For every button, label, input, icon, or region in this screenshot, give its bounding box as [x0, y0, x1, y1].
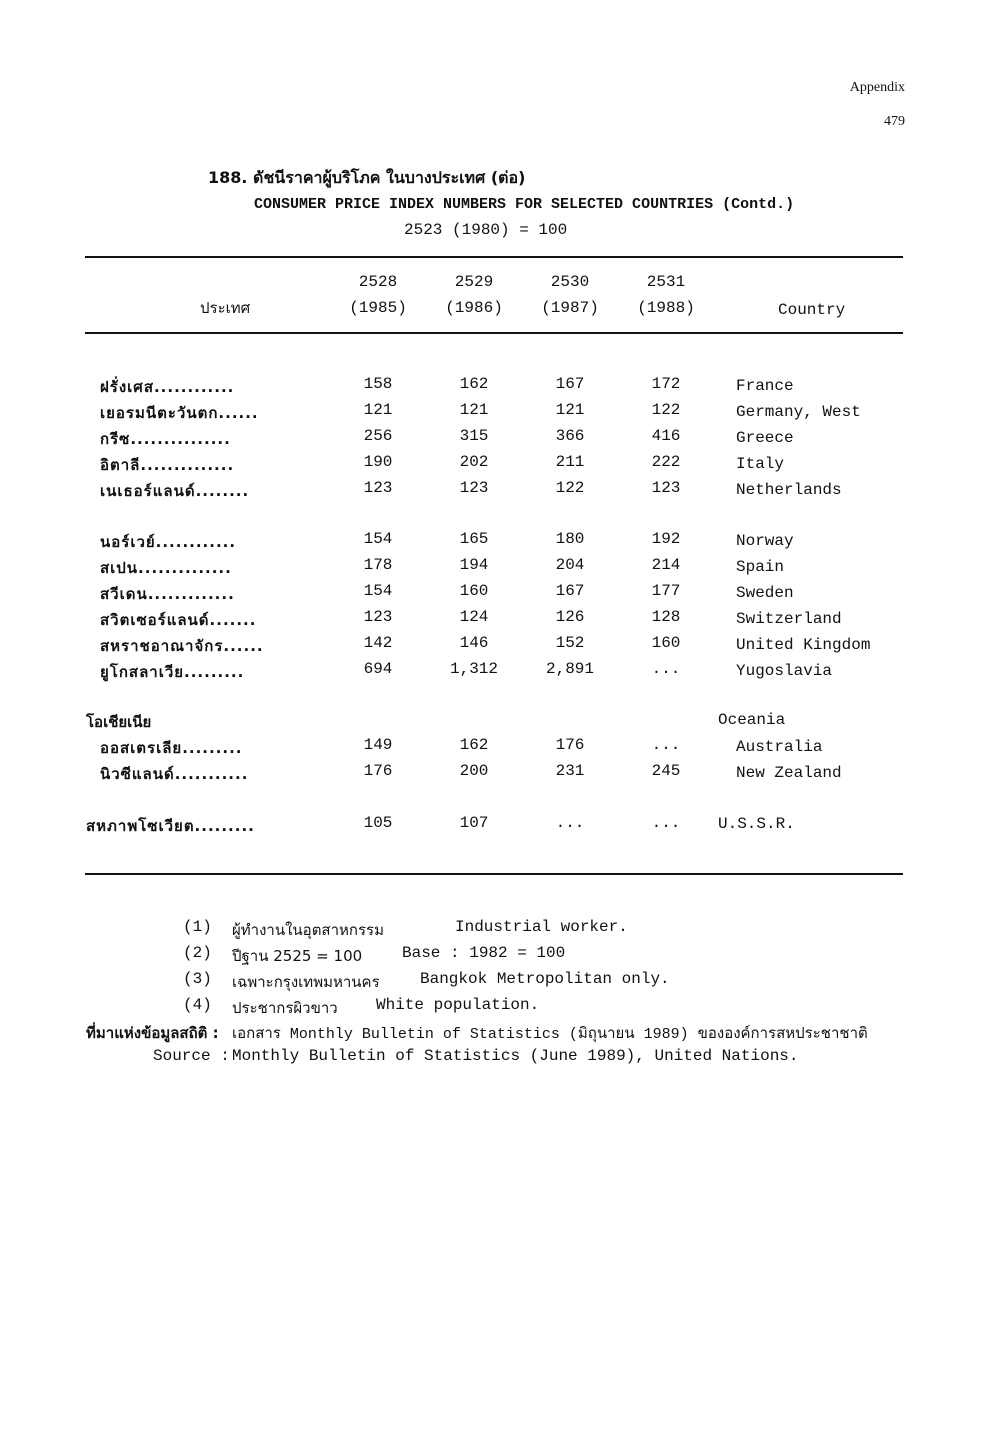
note-marker: (4) — [183, 996, 212, 1014]
row-value-cell: 180 — [555, 530, 585, 548]
row-value-cell: 167 — [555, 375, 585, 393]
row-country-en: Spain — [736, 558, 785, 576]
source-en-text: Monthly Bulletin of Statistics (June 1989), United Nations. — [232, 1047, 799, 1065]
note-text-en: White population. — [376, 996, 540, 1014]
note-text-th: ประชากรผิวขาว — [232, 999, 338, 1017]
header-year-ad: (1986) — [445, 299, 503, 317]
row-value-cell: 178 — [363, 556, 393, 574]
row-country-th: นิวซีแลนด์........... — [100, 765, 249, 783]
row-country-en: Norway — [736, 532, 794, 550]
row-value-cell: 222 — [651, 453, 681, 471]
header-year-ad: (1985) — [349, 299, 407, 317]
header-country-th: ประเทศ — [200, 299, 251, 317]
row-value-cell: 315 — [459, 427, 489, 445]
table-base-year: 2523 (1980) = 100 — [404, 221, 568, 239]
row-value-cell: 172 — [651, 375, 681, 393]
row-value-cell: 177 — [651, 582, 681, 600]
row-value-cell: 202 — [459, 453, 489, 471]
table-title-en: CONSUMER PRICE INDEX NUMBERS FOR SELECTED COUNTRIES (Contd.) — [254, 196, 795, 213]
row-country-th: กรีซ............... — [100, 430, 231, 448]
source-th-text: เอกสาร Monthly Bulletin of Statistics (มิถุนายน 1989) ขององค์การสหประชาชาติ — [232, 1026, 868, 1043]
row-country-th: นอร์เวย์............ — [100, 533, 237, 551]
row-country-th: เนเธอร์แลนด์........ — [100, 482, 250, 500]
row-value-cell: 124 — [459, 608, 489, 626]
row-value-cell: 1,312 — [449, 660, 498, 678]
row-value-cell: 154 — [363, 582, 393, 600]
header-year-be: 2530 — [550, 273, 590, 291]
row-value-cell: 256 — [363, 427, 393, 445]
row-value-cell: 154 — [363, 530, 393, 548]
row-country-th: สเปน.............. — [100, 559, 232, 577]
row-country-en: Italy — [736, 455, 785, 473]
row-value-cell: 122 — [555, 479, 585, 497]
row-country-th: สหภาพโซเวียต......... — [86, 817, 255, 835]
row-value-cell: ... — [651, 660, 681, 678]
row-country-en: Netherlands — [736, 481, 842, 499]
row-country-en: United Kingdom — [736, 636, 871, 654]
row-value-cell: 123 — [363, 479, 393, 497]
row-value-cell: 366 — [555, 427, 585, 445]
row-country-en: France — [736, 377, 794, 395]
note-marker: (1) — [183, 918, 212, 936]
row-value-cell: 123 — [651, 479, 681, 497]
row-country-th: สวิตเซอร์แลนด์....... — [100, 611, 257, 629]
row-value-cell: 194 — [459, 556, 489, 574]
row-value-cell: 694 — [363, 660, 393, 678]
row-value-cell: 126 — [555, 608, 585, 626]
row-country-en: Germany, West — [736, 403, 861, 421]
row-country-en: Yugoslavia — [736, 662, 833, 680]
row-value-cell: 105 — [363, 814, 393, 832]
row-country-th: ยูโกสลาเวีย......... — [100, 663, 245, 681]
page-number: 479 — [884, 114, 905, 129]
note-marker: (3) — [183, 970, 212, 988]
row-country-en: Greece — [736, 429, 794, 447]
row-country-en: U.S.S.R. — [718, 815, 795, 833]
note-text-th: ปีฐาน 2525 = 100 — [232, 947, 363, 965]
row-value-cell: ... — [651, 736, 681, 754]
row-value-cell: 122 — [651, 401, 681, 419]
row-value-cell: 121 — [363, 401, 393, 419]
row-value-cell: 211 — [555, 453, 585, 471]
row-value-cell: ... — [555, 814, 585, 832]
row-value-cell: 204 — [555, 556, 585, 574]
header-year-be: 2531 — [646, 273, 686, 291]
row-value-cell: ... — [651, 814, 681, 832]
row-value-cell: 190 — [363, 453, 393, 471]
row-country-th: เยอรมนีตะวันตก...... — [100, 404, 259, 422]
row-value-cell: 245 — [651, 762, 681, 780]
source-th-label: ที่มาแห่งข้อมูลสถิติ : — [86, 1024, 219, 1042]
note-text-en: Industrial worker. — [455, 918, 628, 936]
table-bottom-rule — [85, 873, 903, 875]
header-year-ad: (1988) — [637, 299, 695, 317]
row-value-cell: 176 — [363, 762, 393, 780]
row-country-th: ออสเตรเลีย......... — [100, 739, 243, 757]
row-country-th: ฝรั่งเศส............ — [100, 378, 235, 396]
table-top-rule — [85, 256, 903, 258]
header-year-be: 2529 — [454, 273, 494, 291]
row-value-cell: 149 — [363, 736, 393, 754]
note-marker: (2) — [183, 944, 212, 962]
row-value-cell: 192 — [651, 530, 681, 548]
row-country-en: Switzerland — [736, 610, 842, 628]
source-en-label: Source : — [153, 1047, 230, 1065]
row-value-cell: 176 — [555, 736, 585, 754]
row-country-th: อิตาลี.............. — [100, 456, 235, 474]
row-country-en: Australia — [736, 738, 823, 756]
header-year-be: 2528 — [358, 273, 398, 291]
note-text-th: เฉพาะกรุงเทพมหานคร — [232, 973, 380, 991]
row-country-th: สวีเดน............. — [100, 585, 235, 603]
row-value-cell: 128 — [651, 608, 681, 626]
table-header-rule — [85, 332, 903, 334]
row-country-th: สหราชอาณาจักร...... — [100, 637, 264, 655]
row-value-cell: 146 — [459, 634, 489, 652]
row-value-cell: 121 — [555, 401, 585, 419]
row-value-cell: 142 — [363, 634, 393, 652]
row-value-cell: 107 — [459, 814, 489, 832]
note-text-en: Base : 1982 = 100 — [402, 944, 566, 962]
row-value-cell: 162 — [459, 375, 489, 393]
header-country-en: Country — [778, 301, 846, 319]
row-value-cell: 162 — [459, 736, 489, 754]
page-section-label: Appendix — [849, 80, 905, 95]
table-title-th: 188. ดัชนีราคาผู้บริโภค ในบางประเทศ (ต่อ) — [208, 168, 526, 187]
row-value-cell: 123 — [459, 479, 489, 497]
row-value-cell: 123 — [363, 608, 393, 626]
row-value-cell: 416 — [651, 427, 681, 445]
region-heading-th: โอเชียเนีย — [86, 713, 152, 731]
row-value-cell: 231 — [555, 762, 585, 780]
row-country-en: Sweden — [736, 584, 794, 602]
row-value-cell: 160 — [459, 582, 489, 600]
header-year-ad: (1987) — [541, 299, 599, 317]
row-value-cell: 200 — [459, 762, 489, 780]
note-text-th: ผู้ทำงานในอุตสาหกรรม — [232, 921, 384, 939]
row-country-en: New Zealand — [736, 764, 842, 782]
region-heading-en: Oceania — [718, 711, 786, 729]
row-value-cell: 2,891 — [545, 660, 594, 678]
row-value-cell: 152 — [555, 634, 585, 652]
row-value-cell: 167 — [555, 582, 585, 600]
row-value-cell: 158 — [363, 375, 393, 393]
row-value-cell: 214 — [651, 556, 681, 574]
row-value-cell: 121 — [459, 401, 489, 419]
note-text-en: Bangkok Metropolitan only. — [420, 970, 670, 988]
row-value-cell: 165 — [459, 530, 489, 548]
row-value-cell: 160 — [651, 634, 681, 652]
